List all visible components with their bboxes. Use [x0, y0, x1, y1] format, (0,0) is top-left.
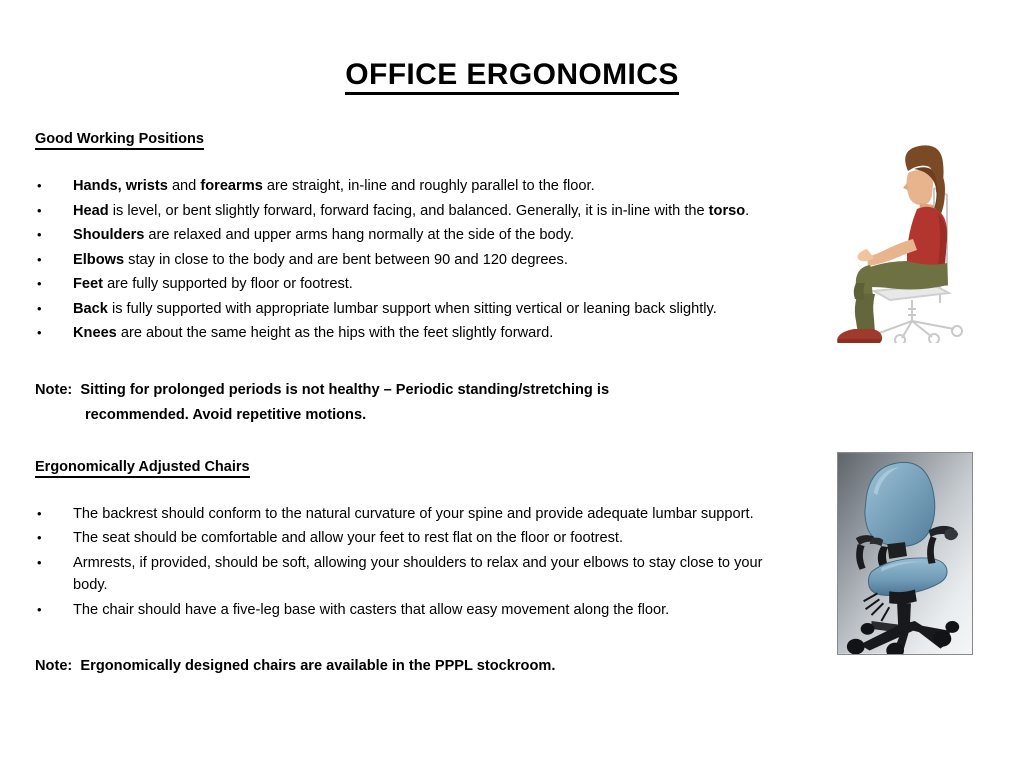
list-item — [35, 273, 795, 296]
page-title — [0, 58, 1024, 92]
note-label: Note: — [35, 658, 73, 674]
bullet-point-icon: • — [37, 505, 42, 521]
list-item-text: Hands, wrists and forearms are straight, in-line and roughly parallel to the floor. — [73, 178, 595, 194]
bullet-point-icon: • — [37, 300, 42, 316]
section-heading — [35, 459, 795, 476]
list-item — [35, 552, 795, 597]
section-heading — [35, 131, 795, 148]
list-item-text: Knees are about the same height as the hips with the feet slightly forward. — [73, 325, 554, 341]
seated-person-illustration — [816, 143, 976, 343]
list-item — [35, 322, 795, 345]
note-line-1: Ergonomically designed chairs are available in the PPPL stockroom. — [80, 658, 556, 674]
list-item — [35, 175, 795, 198]
section-good-working-positions — [35, 131, 795, 428]
office-chair-photo — [837, 452, 973, 655]
list-item-text: Feet are fully supported by floor or footrest. — [73, 276, 353, 292]
list-item-text: The backrest should conform to the natural curvature of your spine and provide adequate lumbar support. — [73, 505, 754, 522]
bullet-point-icon: • — [37, 276, 42, 291]
bullet-point-icon: • — [37, 202, 42, 218]
list-item-text: Armrests, if provided, should be soft, allowing your shoulders to relax and your elbows to stay close to your body. — [73, 554, 763, 593]
bullet-point-icon: • — [37, 601, 42, 617]
list-item-text: Shoulders are relaxed and upper arms hang normally at the side of the body. — [73, 227, 575, 243]
bullet-point-icon: • — [37, 325, 42, 340]
note-sitting — [35, 378, 795, 428]
bullet-point-icon: • — [37, 178, 42, 193]
list-item-text: Head is level, or bent slightly forward, forward facing, and balanced. Generally, it is in-line with the torso. — [73, 202, 750, 219]
bullet-point-icon: • — [37, 227, 42, 242]
list-item — [35, 503, 795, 526]
list-item-text: Back is fully supported with appropriate lumbar support when sitting vertical or leaning back slightly. — [73, 300, 717, 317]
bullet-list-chairs — [35, 503, 795, 622]
list-item — [35, 200, 795, 223]
page-title-text: OFFICE ERGONOMICS — [345, 58, 678, 95]
note-line-2: recommended. Avoid repetitive motions. — [85, 406, 367, 423]
list-item — [35, 249, 795, 272]
note-stockroom — [35, 654, 795, 679]
section-heading-text: Ergonomically Adjusted Chairs — [35, 459, 250, 478]
section-ergonomically-adjusted-chairs — [35, 459, 795, 680]
list-item — [35, 298, 795, 321]
section-heading-text: Good Working Positions — [35, 131, 204, 150]
list-item — [35, 527, 795, 550]
bullet-point-icon: • — [37, 251, 42, 267]
bullet-point-icon: • — [37, 530, 42, 545]
bullet-point-icon: • — [37, 554, 42, 570]
note-label: Note: — [35, 381, 73, 398]
note-line-1: Sitting for prolonged periods is not healthy – Periodic standing/stretching is — [80, 381, 610, 398]
list-item-text: The seat should be comfortable and allow your feet to rest flat on the floor or footrest. — [73, 530, 624, 546]
list-item — [35, 599, 795, 622]
list-item-text: The chair should have a five-leg base with casters that allow easy movement along the floor. — [73, 601, 670, 618]
document-body — [35, 131, 795, 679]
list-item-text: Elbows stay in close to the body and are bent between 90 and 120 degrees. — [73, 251, 568, 268]
list-item — [35, 224, 795, 247]
bullet-list-good-working-positions — [35, 175, 795, 345]
